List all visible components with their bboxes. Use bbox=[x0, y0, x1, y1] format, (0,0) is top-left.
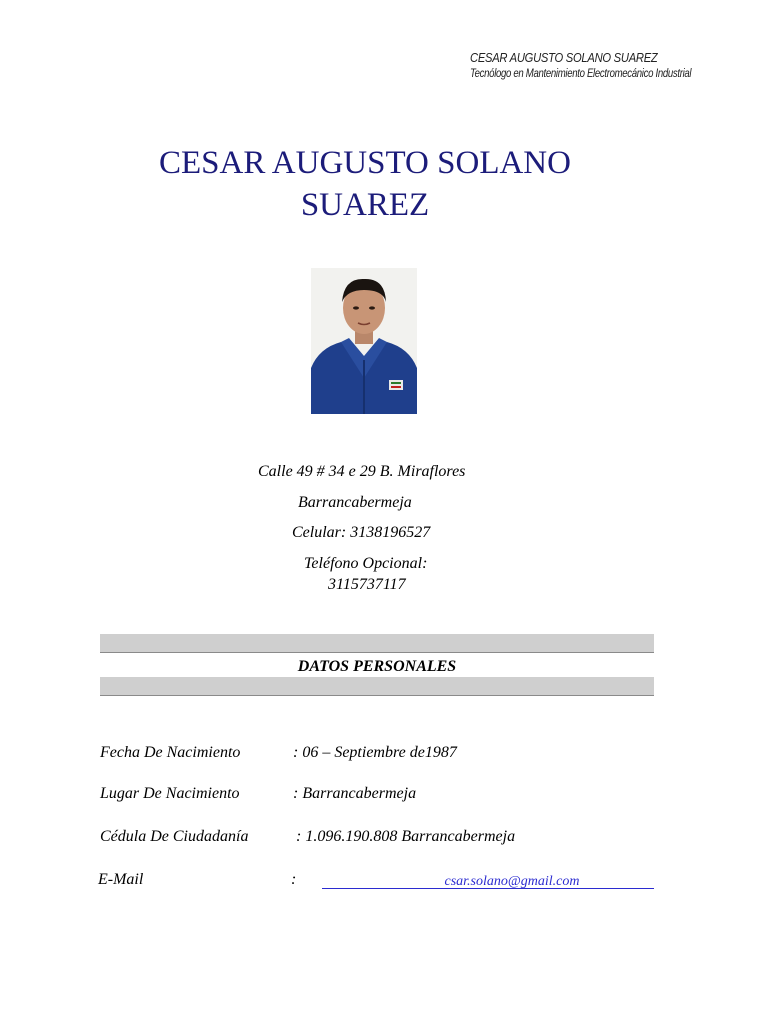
birth-date-label: Fecha De Nacimiento bbox=[100, 744, 241, 761]
address-text: Calle 49 # 34 e 29 B. Miraflores bbox=[258, 463, 466, 480]
phone-label: Teléfono Opcional: bbox=[304, 555, 428, 572]
mobile-text: Celular: 3138196527 bbox=[292, 524, 431, 541]
header-name: CESAR AUGUSTO SOLANO SUAREZ bbox=[470, 50, 658, 65]
profile-photo bbox=[311, 268, 417, 414]
person-photo-icon bbox=[311, 268, 417, 414]
email-colon: : bbox=[291, 871, 297, 888]
email-field bbox=[322, 872, 654, 889]
section-band-top bbox=[100, 634, 654, 653]
section-title: DATOS PERSONALES bbox=[297, 658, 457, 675]
id-value: : 1.096.190.808 Barrancabermeja bbox=[296, 828, 516, 845]
birth-place-label: Lugar De Nacimiento bbox=[100, 785, 240, 802]
page-title bbox=[130, 142, 600, 226]
city-text: Barrancabermeja bbox=[298, 494, 412, 511]
name-line-1: CESAR AUGUSTO SOLANO bbox=[159, 145, 571, 181]
phone-number: 3115737117 bbox=[328, 576, 406, 593]
id-label: Cédula De Ciudadanía bbox=[100, 828, 249, 845]
name-line-2: SUAREZ bbox=[300, 187, 430, 223]
email-link[interactable]: csar.solano@gmail.com bbox=[444, 874, 580, 889]
birth-place-value: : Barrancabermeja bbox=[293, 785, 417, 802]
section-band-bottom bbox=[100, 677, 654, 696]
birth-date-value: : 06 – Septiembre de1987 bbox=[293, 744, 457, 761]
email-label: E-Mail bbox=[98, 871, 144, 888]
header-title: Tecnólogo en Mantenimiento Electromecánico Industrial bbox=[470, 66, 692, 80]
